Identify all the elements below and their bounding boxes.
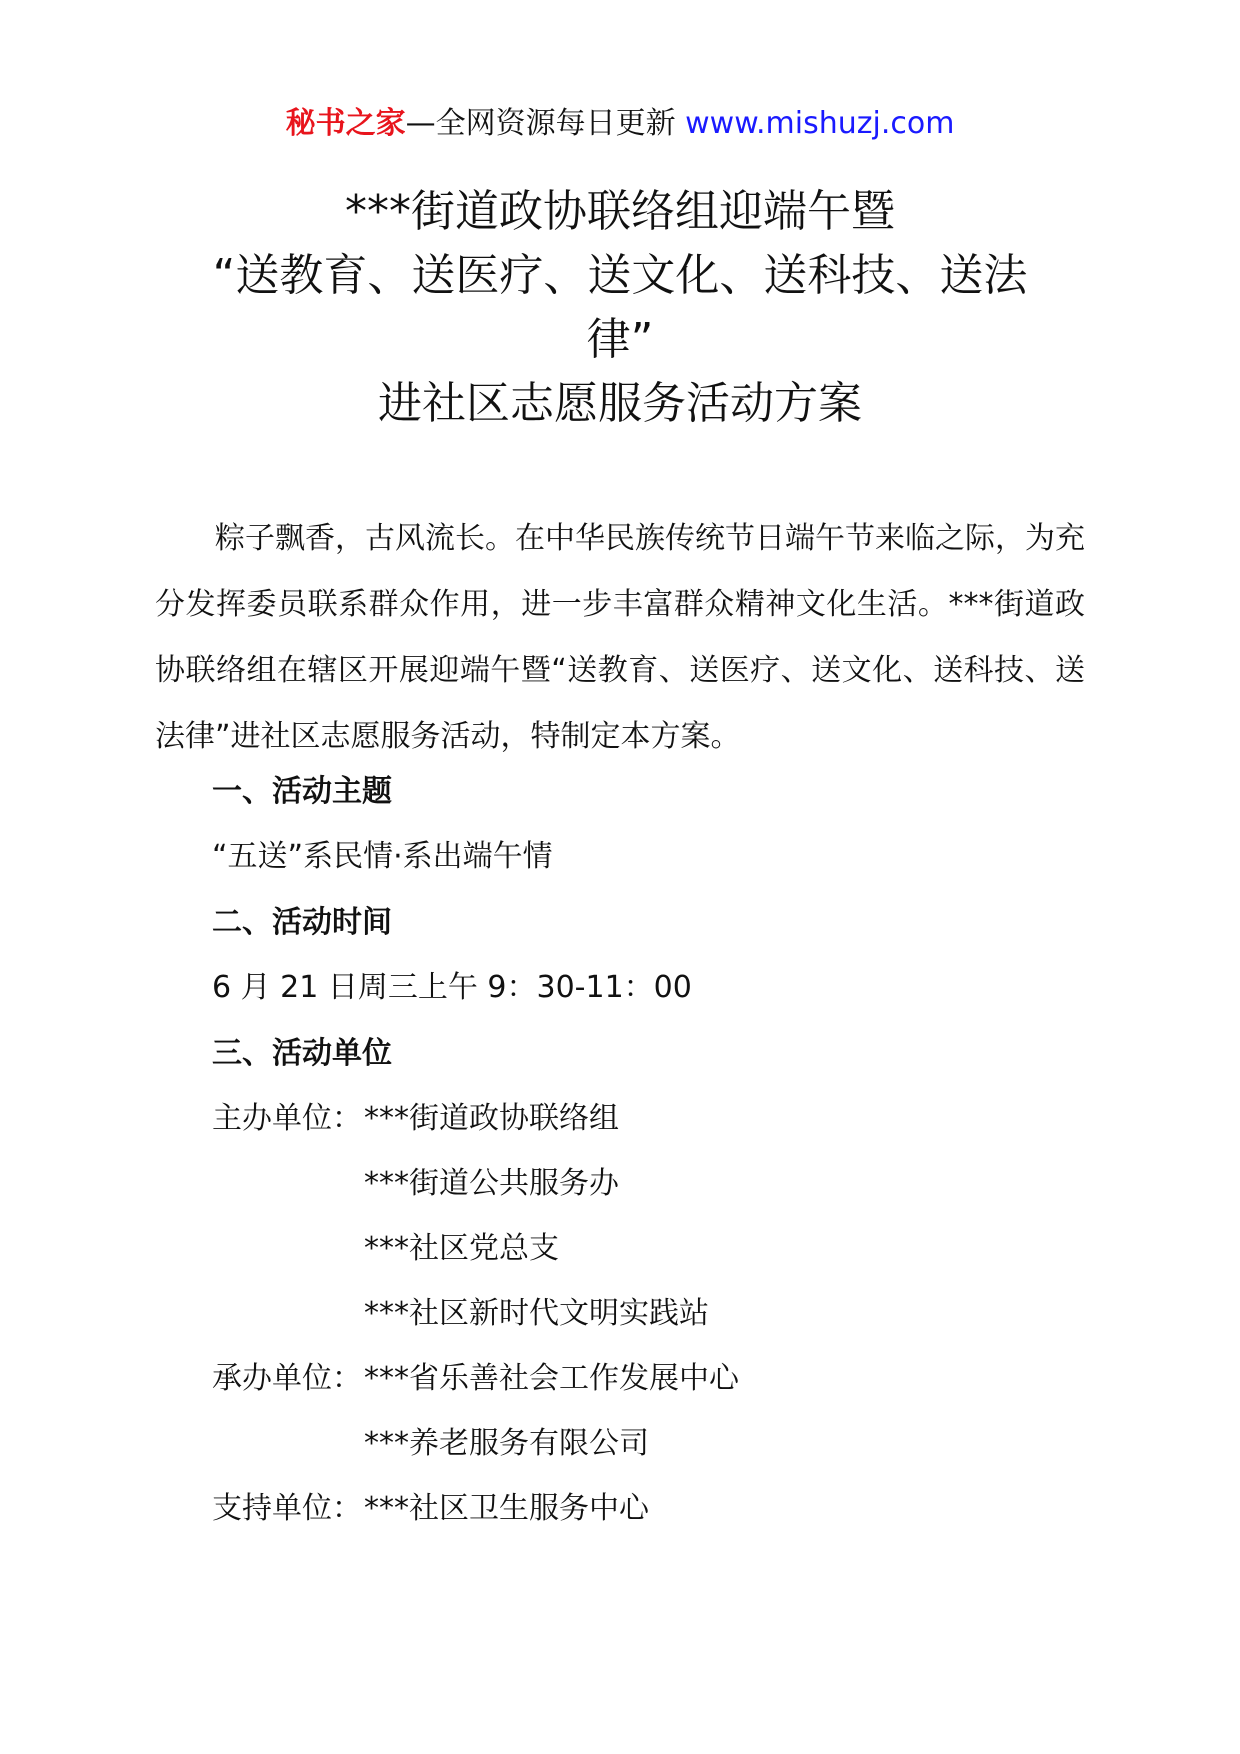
site-header	[0, 104, 1240, 144]
document-title	[180, 180, 1060, 436]
brand-name: 秘书之家	[285, 106, 406, 141]
host-unit: ***社区党总支	[364, 1231, 559, 1266]
support-unit: ***社区卫生服务中心	[364, 1491, 649, 1526]
header-tagline: —全网资源每日更新	[405, 106, 676, 141]
host-label: 主办单位：	[212, 1101, 362, 1136]
intro-paragraph: 粽子飘香，古风流长。在中华民族传统节日端午节来临之际，为充分发挥委员联系群众作用，进一步丰富群众精神文化生活。***街道政协联络组在辖区开展迎端午暨“送教育、送医疗、送文化、送科技、送法律”进社区志愿服务活动，特制定本方案。	[155, 521, 1085, 754]
site-url[interactable]: www.mishuzj.com	[685, 106, 955, 141]
host-unit: ***街道政协联络组	[364, 1101, 619, 1136]
title-line-2: “送教育、送医疗、送文化、送科技、送法	[212, 250, 1028, 301]
section-heading-time: 二、活动时间	[212, 905, 392, 940]
time-text: 6 月 21 日周三上午 9：30-11：00	[212, 970, 692, 1005]
organizer-unit: ***养老服务有限公司	[364, 1426, 649, 1461]
title-line-4: 进社区志愿服务活动方案	[378, 378, 862, 429]
host-unit: ***街道公共服务办	[364, 1166, 619, 1201]
organizer-label: 承办单位：	[212, 1361, 362, 1396]
host-unit: ***社区新时代文明实践站	[364, 1296, 709, 1331]
title-line-3: 律”	[586, 314, 654, 365]
organizer-unit: ***省乐善社会工作发展中心	[364, 1361, 739, 1396]
section-heading-units: 三、活动单位	[212, 1036, 392, 1071]
section-heading-theme: 一、活动主题	[212, 774, 392, 809]
theme-text: “五送”系民情·系出端午情	[212, 839, 553, 874]
title-line-1: ***街道政协联络组迎端午暨	[345, 186, 895, 237]
support-label: 支持单位：	[212, 1491, 362, 1526]
